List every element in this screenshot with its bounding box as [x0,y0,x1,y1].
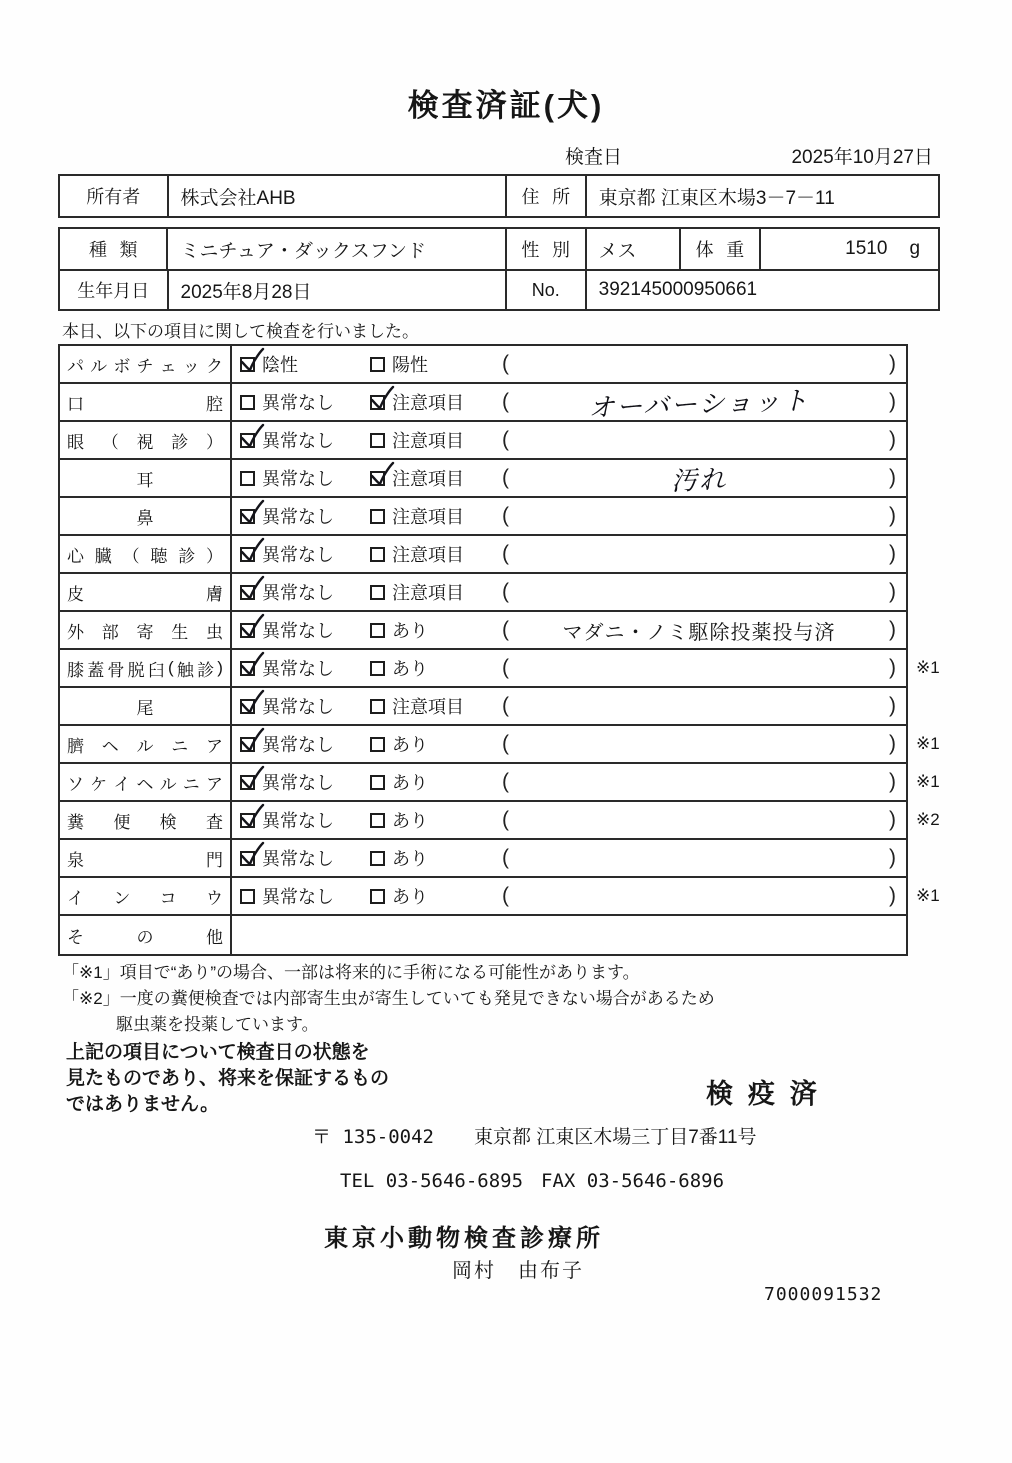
exam-item-label: 鼻 [60,498,232,534]
checkbox-label: 異常なし [262,849,334,869]
empty-checkbox-icon [370,889,385,904]
exam-option-1 [232,878,362,914]
exam-option-2 [362,764,492,800]
inspection-date-label: 検査日 [565,147,623,168]
exam-row [60,574,906,612]
exam-option-1 [232,460,362,496]
open-paren: ( [502,542,509,565]
checkbox-label: 異常なし [262,735,334,755]
exam-option-2 [362,460,492,496]
pet-row-1 [60,229,938,269]
open-paren: ( [502,732,509,755]
exam-note-cell [492,346,906,382]
checkbox-label: 異常なし [262,469,334,489]
exam-option-2 [362,688,492,724]
empty-checkbox-icon [370,623,385,638]
checkbox-label: あり [392,621,428,641]
pet-row-2 [60,269,938,309]
exam-option-1 [232,650,362,686]
footnote-text: 「※2」一度の糞便検査では内部寄生虫が寄生していても発見できない場合があるため [62,989,715,1008]
disclaimer-line: 見たものであり、将来を保証するもの [66,1068,390,1089]
exam-option-1 [232,726,362,762]
close-paren: ) [889,466,896,489]
exam-item-label: 口 腔 [60,384,232,420]
exam-row [60,726,940,764]
checkbox-label: 注意項目 [392,431,464,451]
exam-item-label: 膝 蓋 骨 脱 臼 ( 触 診 ) [60,650,232,686]
footnotes [62,960,715,1038]
exam-option-2 [362,384,492,420]
checked-checkbox-icon [240,357,255,372]
checkbox-label: 注意項目 [392,393,464,413]
empty-checkbox-icon [370,775,385,790]
close-paren: ) [889,732,896,755]
exam-row [60,650,940,688]
exam-option-1 [232,688,362,724]
exam-row [60,498,906,536]
checked-checkbox-icon [240,737,255,752]
exam-note-cell [492,384,906,424]
checked-checkbox-icon [240,775,255,790]
checked-checkbox-icon [240,433,255,448]
checkbox-label: あり [392,735,428,755]
close-paren: ) [889,352,896,375]
exam-option-1 [232,346,362,382]
exam-item-label: 心 臓 （ 聴 診 ） [60,536,232,572]
exam-row [60,612,906,650]
checkbox-label: 注意項目 [392,469,464,489]
open-paren: ( [502,390,509,413]
exam-row [60,764,940,802]
clinic-address-row [312,1122,757,1149]
checkbox-label: 異常なし [262,659,334,679]
exam-note-cell [492,840,906,876]
exam-row [60,346,906,384]
exam-option-2 [362,650,492,686]
owner-value: 株式会社AHB [167,176,505,216]
empty-checkbox-icon [240,471,255,486]
checked-checkbox-icon [240,509,255,524]
exam-row [60,916,906,954]
open-paren: ( [502,846,509,869]
exam-option-2 [362,536,492,572]
empty-checkbox-icon [370,851,385,866]
exam-note-text: 汚れ [670,464,728,497]
footnote-text: 「※1」項目で“あり”の場合、一部は将来的に手術になる可能性があります。 [62,963,640,982]
checkbox-label: あり [392,773,428,793]
inspection-date-value: 2025年10月27日 [791,147,933,168]
checkbox-label: 異常なし [262,583,334,603]
weight-value: 1510 [845,238,888,259]
exam-item-label: 皮 膚 [60,574,232,610]
exam-item-label: イ ン コ ウ [60,878,232,914]
clinic-name: 東京小動物検査診療所 [324,1225,604,1252]
exam-note-text: マダニ・ノミ駆除投薬投与済 [562,621,836,644]
owner-table [58,174,940,218]
close-paren: ) [889,618,896,641]
exam-row [60,536,906,574]
exam-option-1 [232,612,362,648]
exam-option-1 [232,916,362,954]
exam-option-2 [362,346,492,382]
open-paren: ( [502,656,509,679]
empty-checkbox-icon [370,509,385,524]
exam-option-2 [362,802,492,838]
inspection-date-row [565,142,933,169]
open-paren: ( [502,580,509,603]
close-paren: ) [889,846,896,869]
footnote-mark: ※1 [916,886,940,905]
footnote-mark: ※2 [916,810,940,829]
birth-value: 2025年8月28日 [167,271,505,309]
exam-option-1 [232,840,362,876]
exam-item-label: 糞 便 検 査 [60,802,232,838]
sex-value: メス [585,229,680,269]
checkbox-label: 異常なし [262,621,334,641]
exam-item-label: 外 部 寄 生 虫 [60,612,232,648]
weight-unit: g [909,238,921,259]
footnote-mark: ※1 [916,658,940,677]
exam-option-1 [232,536,362,572]
exam-note-text: オーバーショット [587,385,811,424]
close-paren: ) [889,808,896,831]
exam-note-cell [492,688,906,724]
clinic-address: 東京都 江東区木場三丁目7番11号 [473,1127,757,1148]
empty-checkbox-icon [370,585,385,600]
exam-item-label: 臍 ヘ ル ニ ア [60,726,232,762]
clinic-postal-code: 〒 135-0042 [312,1126,434,1148]
clinic-contact-row [340,1170,724,1192]
owner-row [60,176,938,216]
checkbox-label: 陽性 [392,355,428,375]
exam-row [60,422,906,460]
breed-label: 種類 [88,240,151,260]
checked-checkbox-icon [240,851,255,866]
footnote-mark: ※1 [916,772,940,791]
owner-label: 所有者 [86,187,141,207]
exam-table [58,344,940,956]
checkbox-label: 異常なし [262,811,334,831]
exam-option-1 [232,802,362,838]
checkbox-label: あり [392,659,428,679]
exam-row [60,802,940,840]
checked-checkbox-icon [240,585,255,600]
checked-checkbox-icon [240,547,255,562]
intro-text: 本日、以下の項目に関して検査を行いました。 [62,322,419,341]
close-paren: ) [889,542,896,565]
empty-checkbox-icon [240,395,255,410]
checkbox-label: 注意項目 [392,545,464,565]
close-paren: ) [889,390,896,413]
page-title: 検査済証(犬) [407,88,605,123]
disclaimer-line: ではありません。 [66,1094,220,1115]
open-paren: ( [502,694,509,717]
weight-label: 体重 [679,229,759,269]
open-paren: ( [502,618,509,641]
address-label: 住所 [505,176,585,216]
exam-row [60,384,906,422]
close-paren: ) [889,580,896,603]
exam-row [60,688,906,726]
checked-checkbox-icon [240,623,255,638]
exam-item-label: 尾 [60,688,232,724]
checkbox-label: あり [392,887,428,907]
close-paren: ) [889,428,896,451]
open-paren: ( [502,352,509,375]
microchip-no-value: 392145000950661 [585,271,938,309]
footnote-text: 駆虫薬を投薬しています。 [116,1015,319,1034]
checked-checkbox-icon [240,813,255,828]
checked-checkbox-icon [240,699,255,714]
exam-note-cell [492,460,906,496]
empty-checkbox-icon [370,661,385,676]
exam-note-cell [492,574,906,610]
open-paren: ( [502,884,509,907]
empty-checkbox-icon [240,889,255,904]
exam-option-2 [362,422,492,458]
exam-option-2 [362,878,492,914]
close-paren: ) [889,770,896,793]
open-paren: ( [502,504,509,527]
empty-checkbox-icon [370,547,385,562]
exam-note-cell [492,726,906,762]
exam-item-label: 泉 門 [60,840,232,876]
checkbox-label: 注意項目 [392,583,464,603]
birth-label: 生年月日 [77,281,150,301]
exam-option-2 [362,498,492,534]
open-paren: ( [502,428,509,451]
exam-note-cell [492,764,906,800]
empty-checkbox-icon [370,357,385,372]
empty-checkbox-icon [370,813,385,828]
pet-table [58,227,940,311]
empty-checkbox-icon [370,433,385,448]
checkbox-label: 異常なし [262,393,334,413]
checkbox-label: 注意項目 [392,507,464,527]
address-value: 東京都 江東区木場3－7－11 [585,176,938,216]
sex-label: 性別 [505,229,585,269]
clinic-tel: TEL 03-5646-6895 [340,1170,524,1192]
exam-option-2 [362,574,492,610]
disclaimer [66,1040,389,1118]
checked-checkbox-icon [370,395,385,410]
exam-row [60,460,906,498]
checkbox-label: あり [392,849,428,869]
checked-checkbox-icon [240,661,255,676]
exam-option-2 [362,840,492,876]
exam-note-cell [492,802,906,838]
exam-note-cell [492,878,906,914]
exam-row [60,878,940,916]
empty-checkbox-icon [370,737,385,752]
exam-option-1 [232,422,362,458]
checked-checkbox-icon [370,471,385,486]
checkbox-label: 陰性 [262,355,298,375]
checkbox-label: 異常なし [262,507,334,527]
microchip-no-label: No. [505,271,585,309]
footnote-mark: ※1 [916,734,940,753]
checkbox-label: 異常なし [262,431,334,451]
checkbox-label: 注意項目 [392,697,464,717]
exam-item-label: そ の 他 [60,916,232,954]
exam-option-1 [232,498,362,534]
clinic-fax: FAX 03-5646-6896 [541,1170,725,1192]
exam-note-cell [492,422,906,458]
exam-row [60,840,906,878]
veterinarian-name: 岡村 由布子 [452,1260,584,1282]
exam-item-label: 耳 [60,460,232,496]
exam-option-1 [232,574,362,610]
exam-note-cell [492,612,906,648]
close-paren: ) [889,884,896,907]
exam-option-1 [232,764,362,800]
exam-option-2 [362,916,492,954]
checkbox-label: 異常なし [262,773,334,793]
open-paren: ( [502,770,509,793]
exam-option-2 [362,612,492,648]
exam-note-cell [492,916,906,954]
checkbox-label: 異常なし [262,697,334,717]
checkbox-label: 異常なし [262,545,334,565]
exam-item-label: 眼 （ 視 診 ） [60,422,232,458]
weight-cell [759,229,938,269]
quarantine-stamp: 検疫済 [706,1079,832,1109]
empty-checkbox-icon [370,699,385,714]
close-paren: ) [889,504,896,527]
close-paren: ) [889,656,896,679]
exam-note-cell [492,650,906,686]
exam-note-cell [492,536,906,572]
breed-value: ミニチュア・ダックスフンド [166,229,504,269]
disclaimer-line: 上記の項目について検査日の状態を [66,1042,370,1063]
exam-option-2 [362,726,492,762]
exam-item-label: パ ル ボ チ ェ ッ ク [60,346,232,382]
checkbox-label: あり [392,811,428,831]
exam-item-label: ソ ケ イ ヘ ル ニ ア [60,764,232,800]
exam-note-cell [492,498,906,534]
open-paren: ( [502,466,509,489]
checkbox-label: 異常なし [262,887,334,907]
exam-option-1 [232,384,362,420]
open-paren: ( [502,808,509,831]
document-serial-number: 7000091532 [764,1284,883,1305]
close-paren: ) [889,694,896,717]
